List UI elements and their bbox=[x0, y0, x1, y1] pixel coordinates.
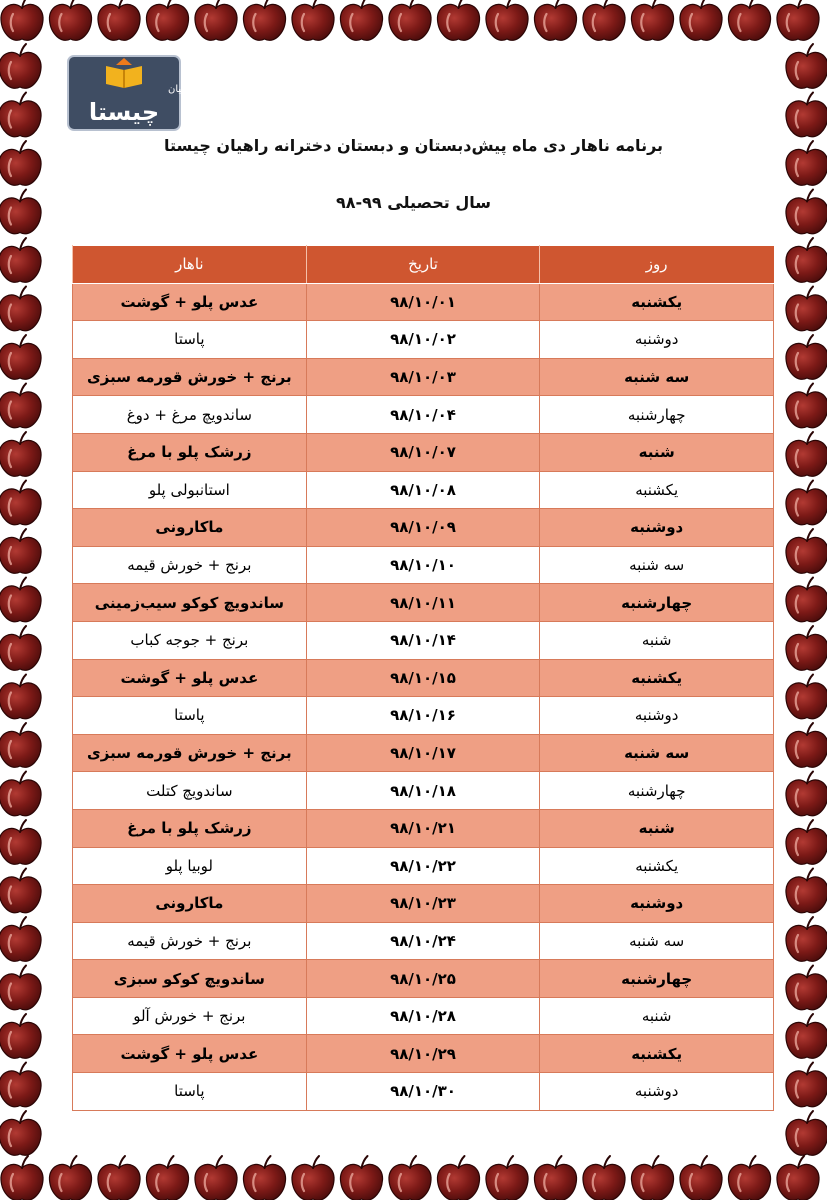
apple-icon bbox=[786, 626, 827, 670]
lunch-cell: ساندویچ کتلت bbox=[73, 772, 307, 810]
date-cell: ۹۸/۱۰/۲۴ bbox=[306, 922, 540, 960]
day-cell: یکشنبه bbox=[540, 471, 774, 509]
lunch-cell: ماکارونی bbox=[73, 885, 307, 923]
open-book-icon bbox=[68, 56, 195, 130]
apple-icon bbox=[0, 966, 41, 1010]
apple-icon bbox=[534, 0, 576, 40]
apple-icon bbox=[786, 481, 827, 525]
apple-icon bbox=[98, 0, 140, 40]
day-cell: یکشنبه bbox=[540, 847, 774, 885]
apple-icon bbox=[786, 432, 827, 476]
apple-icon bbox=[389, 0, 431, 40]
date-cell: ۹۸/۱۰/۰۷ bbox=[306, 433, 540, 471]
apple-icon bbox=[1, 0, 43, 40]
apple-icon bbox=[292, 1156, 334, 1200]
table-row bbox=[73, 358, 774, 396]
apple-icon bbox=[786, 820, 827, 864]
date-cell: ۹۸/۱۰/۱۶ bbox=[306, 697, 540, 735]
lunch-cell: ساندویچ کوکو سبزی bbox=[73, 960, 307, 998]
apple-icon bbox=[437, 1156, 479, 1200]
day-cell: دوشنبه bbox=[540, 697, 774, 735]
lunch-cell: برنج + جوجه کباب bbox=[73, 621, 307, 659]
apple-icon bbox=[786, 93, 827, 137]
date-cell: ۹۸/۱۰/۰۹ bbox=[306, 509, 540, 547]
apple-icon bbox=[340, 0, 382, 40]
day-cell: یکشنبه bbox=[540, 1035, 774, 1073]
table-row bbox=[73, 697, 774, 735]
date-cell: ۹۸/۱۰/۲۳ bbox=[306, 885, 540, 923]
table-row bbox=[73, 621, 774, 659]
apple-icon bbox=[0, 93, 41, 137]
table-row bbox=[73, 734, 774, 772]
lunch-cell: زرشک پلو با مرغ bbox=[73, 433, 307, 471]
apple-icon bbox=[583, 1156, 625, 1200]
lunch-cell: ماکارونی bbox=[73, 509, 307, 547]
day-cell: یکشنبه bbox=[540, 283, 774, 321]
lunch-cell: عدس پلو + گوشت bbox=[73, 1035, 307, 1073]
apple-icon bbox=[786, 1111, 827, 1155]
day-cell: دوشنبه bbox=[540, 321, 774, 359]
lunch-cell: برنج + خورش قورمه سبزی bbox=[73, 734, 307, 772]
apple-icon bbox=[0, 820, 41, 864]
apple-icon bbox=[0, 335, 41, 379]
apple-icon bbox=[0, 772, 41, 816]
lunch-cell: ساندویچ کوکو سیب‌زمینی bbox=[73, 584, 307, 622]
lunch-cell: برنج + خورش آلو bbox=[73, 997, 307, 1035]
day-cell: چهارشنبه bbox=[540, 772, 774, 810]
date-cell: ۹۸/۱۰/۲۵ bbox=[306, 960, 540, 998]
date-cell: ۹۸/۱۰/۰۴ bbox=[306, 396, 540, 434]
day-cell: سه شنبه bbox=[540, 734, 774, 772]
apple-icon bbox=[1, 1156, 43, 1200]
apple-icon bbox=[0, 1063, 41, 1107]
header-lunch: ناهار bbox=[73, 246, 307, 284]
apple-icon bbox=[0, 1111, 41, 1155]
apple-icon bbox=[631, 1156, 673, 1200]
lunch-cell: استانبولی پلو bbox=[73, 471, 307, 509]
date-cell: ۹۸/۱۰/۱۴ bbox=[306, 621, 540, 659]
apple-icon bbox=[631, 0, 673, 40]
apple-icon bbox=[49, 0, 91, 40]
apple-icon bbox=[437, 0, 479, 40]
apple-icon bbox=[0, 481, 41, 525]
apple-icon bbox=[786, 238, 827, 282]
date-cell: ۹۸/۱۰/۱۵ bbox=[306, 659, 540, 697]
table-row bbox=[73, 433, 774, 471]
day-cell: شنبه bbox=[540, 809, 774, 847]
day-cell: دوشنبه bbox=[540, 1073, 774, 1111]
date-cell: ۹۸/۱۰/۱۸ bbox=[306, 772, 540, 810]
table-row bbox=[73, 471, 774, 509]
apple-icon bbox=[0, 626, 41, 670]
lunch-schedule-table bbox=[72, 245, 774, 1111]
apple-icon bbox=[0, 1014, 41, 1058]
date-cell: ۹۸/۱۰/۲۲ bbox=[306, 847, 540, 885]
apple-icon bbox=[195, 1156, 237, 1200]
apple-icon bbox=[0, 432, 41, 476]
logo bbox=[68, 56, 195, 130]
table-row bbox=[73, 584, 774, 622]
table-header-row bbox=[73, 246, 774, 284]
lunch-cell: برنج + خورش قورمه سبزی bbox=[73, 358, 307, 396]
apple-icon bbox=[786, 1014, 827, 1058]
table-row bbox=[73, 772, 774, 810]
date-cell: ۹۸/۱۰/۰۸ bbox=[306, 471, 540, 509]
table-row bbox=[73, 885, 774, 923]
lunch-cell: پاستا bbox=[73, 321, 307, 359]
apple-icon bbox=[0, 238, 41, 282]
apple-icon bbox=[195, 0, 237, 40]
apple-icon bbox=[777, 0, 819, 40]
apple-icon bbox=[0, 723, 41, 767]
lunch-cell: پاستا bbox=[73, 1073, 307, 1111]
apple-icon bbox=[0, 578, 41, 622]
table-row bbox=[73, 1035, 774, 1073]
apple-icon bbox=[0, 384, 41, 428]
date-cell: ۹۸/۱۰/۰۲ bbox=[306, 321, 540, 359]
day-cell: شنبه bbox=[540, 621, 774, 659]
date-cell: ۹۸/۱۰/۱۷ bbox=[306, 734, 540, 772]
lunch-cell: زرشک پلو با مرغ bbox=[73, 809, 307, 847]
day-cell: سه شنبه bbox=[540, 358, 774, 396]
apple-icon bbox=[243, 1156, 285, 1200]
page-subtitle: سال تحصیلی ۹۹-۹۸ bbox=[335, 193, 492, 212]
date-cell: ۹۸/۱۰/۰۳ bbox=[306, 358, 540, 396]
lunch-cell: لوبیا پلو bbox=[73, 847, 307, 885]
page-title: برنامه ناهار دی ماه پیش‌دبستان و دبستان دخترانه راهیان چیستا bbox=[163, 136, 664, 155]
header-day: روز bbox=[540, 246, 774, 284]
table-row bbox=[73, 546, 774, 584]
header-date: تاریخ bbox=[306, 246, 540, 284]
apple-icon bbox=[786, 287, 827, 331]
date-cell: ۹۸/۱۰/۲۱ bbox=[306, 809, 540, 847]
apple-icon bbox=[786, 335, 827, 379]
day-cell: شنبه bbox=[540, 997, 774, 1035]
logo-main-word: چیستا bbox=[88, 98, 160, 126]
apple-icon bbox=[786, 384, 827, 428]
apple-icon bbox=[786, 44, 827, 88]
day-cell: سه شنبه bbox=[540, 922, 774, 960]
table-row bbox=[73, 1073, 774, 1111]
apple-icon bbox=[0, 529, 41, 573]
apple-icon bbox=[786, 723, 827, 767]
apple-icon bbox=[486, 0, 528, 40]
apple-icon bbox=[0, 44, 41, 88]
apple-icon bbox=[786, 772, 827, 816]
apple-icon bbox=[486, 1156, 528, 1200]
lunch-cell: عدس پلو + گوشت bbox=[73, 659, 307, 697]
date-cell: ۹۸/۱۰/۳۰ bbox=[306, 1073, 540, 1111]
lunch-cell: برنج + خورش قیمه bbox=[73, 922, 307, 960]
lunch-cell: عدس پلو + گوشت bbox=[73, 283, 307, 321]
apple-icon bbox=[49, 1156, 91, 1200]
logo-top-word: راهیان bbox=[168, 84, 195, 95]
day-cell: یکشنبه bbox=[540, 659, 774, 697]
apple-icon bbox=[680, 1156, 722, 1200]
apple-icon bbox=[0, 675, 41, 719]
apple-icon bbox=[0, 287, 41, 331]
day-cell: شنبه bbox=[540, 433, 774, 471]
day-cell: چهارشنبه bbox=[540, 396, 774, 434]
apple-icon bbox=[728, 1156, 770, 1200]
lunch-cell: برنج + خورش قیمه bbox=[73, 546, 307, 584]
table-row bbox=[73, 321, 774, 359]
table-row bbox=[73, 960, 774, 998]
date-cell: ۹۸/۱۰/۱۰ bbox=[306, 546, 540, 584]
apple-icon bbox=[292, 0, 334, 40]
apple-icon bbox=[534, 1156, 576, 1200]
apple-icon bbox=[728, 0, 770, 40]
date-cell: ۹۸/۱۰/۰۱ bbox=[306, 283, 540, 321]
apple-icon bbox=[146, 1156, 188, 1200]
apple-icon bbox=[243, 0, 285, 40]
table-row bbox=[73, 283, 774, 321]
apple-icon bbox=[146, 0, 188, 40]
apple-icon bbox=[786, 675, 827, 719]
apple-icon bbox=[0, 917, 41, 961]
table-row bbox=[73, 809, 774, 847]
date-cell: ۹۸/۱۰/۲۸ bbox=[306, 997, 540, 1035]
table-row bbox=[73, 922, 774, 960]
table-row bbox=[73, 509, 774, 547]
day-cell: چهارشنبه bbox=[540, 584, 774, 622]
apple-icon bbox=[786, 529, 827, 573]
table-row bbox=[73, 396, 774, 434]
apple-icon bbox=[583, 0, 625, 40]
apple-icon bbox=[340, 1156, 382, 1200]
day-cell: دوشنبه bbox=[540, 885, 774, 923]
lunch-cell: ساندویچ مرغ + دوغ bbox=[73, 396, 307, 434]
apple-icon bbox=[0, 869, 41, 913]
apple-icon bbox=[786, 578, 827, 622]
apple-icon bbox=[680, 0, 722, 40]
day-cell: دوشنبه bbox=[540, 509, 774, 547]
date-cell: ۹۸/۱۰/۲۹ bbox=[306, 1035, 540, 1073]
lunch-cell: پاستا bbox=[73, 697, 307, 735]
day-cell: چهارشنبه bbox=[540, 960, 774, 998]
table-row bbox=[73, 997, 774, 1035]
apple-icon bbox=[786, 1063, 827, 1107]
apple-icon bbox=[786, 869, 827, 913]
table-row bbox=[73, 659, 774, 697]
apple-icon bbox=[389, 1156, 431, 1200]
apple-icon bbox=[786, 917, 827, 961]
table-row bbox=[73, 847, 774, 885]
day-cell: سه شنبه bbox=[540, 546, 774, 584]
apple-icon bbox=[777, 1156, 819, 1200]
apple-icon bbox=[786, 966, 827, 1010]
date-cell: ۹۸/۱۰/۱۱ bbox=[306, 584, 540, 622]
apple-icon bbox=[98, 1156, 140, 1200]
